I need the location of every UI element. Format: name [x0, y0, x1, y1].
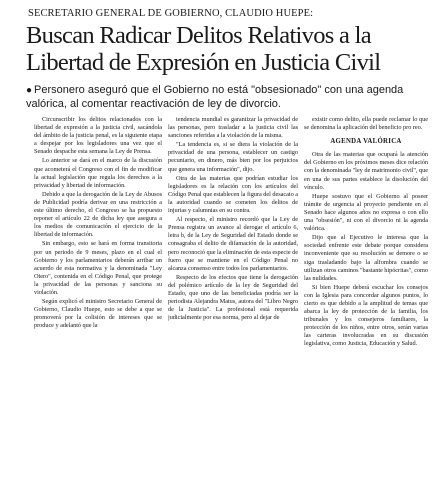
paragraph: Otra de las materias que podrían estudiar los legisladores es la relación con los artículos del Código Penal que establecen la figura del desacato a la autoridad cuando se cometen los delitos de injurias y calumnias en su contra. — [168, 174, 298, 215]
article-deck — [26, 84, 430, 110]
paragraph: tendencia mundial es garantizar la privacidad de las personas, pero trasladar a la justicia civil las sanciones referidas a la violación de la misma. — [168, 116, 298, 140]
section-subheading: AGENDA VALÓRICA — [330, 138, 402, 146]
column-3 — [304, 116, 428, 476]
paragraph: Debido a que la derogación de la Ley de Abusos de Publicidad podría derivar en una restricción a este último derecho, el Congreso se ha propuesto reponer el artículo 22 de dicha ley que asegura a los medios de comunicación el ejercicio de la libertad de información. — [34, 190, 162, 239]
column-2 — [168, 116, 298, 476]
column-1 — [34, 116, 162, 476]
paragraph: Lo anterior se dará en el marco de la discusión que acometerá el Congreso con el fin de modificar la actual legislación que regula los derechos a la privacidad y libertad de información. — [34, 157, 162, 189]
paragraph: Otra de las materias que ocupará la atención del Gobierno en los próximos meses dice relación con la denominada "ley de matrimonio civil", que en una de sus partes establece la disolución del vínculo. — [304, 151, 428, 191]
deck-text: Personero aseguró que el Gobierno no está "obsesionado" con una agenda valórica, al comentar reactivación de ley de divorcio. — [26, 84, 404, 110]
headline-line-2: Libertad de Expresión en Justicia Civil — [26, 49, 381, 76]
article-kicker: SECRETARIO GENERAL DE GOBIERNO, CLAUDIO HUEPE: — [28, 8, 314, 19]
paragraph: Si bien Huepe deberá escuchar los consejos con la Iglesia para concordar algunos puntos, lo cierto es que debido a la amplitud de temas que abarca la ley de protección de la familia, los tribunales y los consejeros familiares, la protección de los niños, entre otros, serán varias las carteras involucradas en su discusión legislativa, como Justicia, Educación y Salud. — [304, 283, 428, 348]
paragraph: Sin embargo, esto se hará en forma transitoria por un periodo de 9 meses, plazo en el cual el Gobierno y los parlamentarios deberán arribar un acuerdo de esta normativa y la denominada "Ley Otero", contenida en el Código Penal, que protege la privacidad de las personas y sanciona su violación. — [34, 240, 162, 296]
paragraph: Huepe sostuvo que el Gobierno al poseer trámite de urgencia al proyecto pendiente en el Senado hace algunos años no expresa o con ello una "obsesión", ni con el divorcio ni la agenda valórica. — [304, 192, 428, 233]
paragraph: existir como delito, ella puede reclamar lo que se denomina la aplicación del beneficio pro reo. — [304, 116, 428, 132]
article-headline — [26, 22, 430, 76]
paragraph: Respecto de los efectos que tiene la derogación del polémico artículo de la ley de Seguridad del Estado, que uno de las beneficiadas podría ser la periodista Alejandra Matus, autora del "Libro Negro de la Justicia". La profesional está requerida judicialmente por esa norma, pero al dejar de — [168, 273, 298, 322]
newspaper-clipping — [4, 4, 431, 476]
paragraph: Circunscribir los delitos relacionados con la libertad de expresión a la justicia civil, sacándola del ámbito de la justicia penal, es la siguiente etapa a despejar por los legisladores una vez que el Senado despache esta semana la Ley de Prensa. — [34, 116, 162, 156]
paragraph: Dijo que al Ejecutivo le interesa que la sociedad enfrente este debate porque considera inconveniente que su resolución se demore o se siga trasladando bajo la alfombra cuando se utilizan otros caminos "bastante hipócritas", como las nulidades. — [304, 234, 428, 282]
paragraph: "La tendencia es, si se diera la violación de la privacidad de una persona, establecer un castigo pecuniario, en dinero, más bien por los perjuicios que genera una información", dijo. — [168, 141, 298, 173]
paragraph: Según explicó el ministro Secretario General de Gobierno, Claudio Huepe, esto se debe a que se promoverá por la colisión de intereses que se produce y adelantó que la — [34, 298, 162, 330]
headline-line-1: Buscan Radicar Delitos Relativos a la — [26, 22, 371, 49]
bullet-icon: ● — [26, 85, 33, 96]
paragraph: Al respecto, el ministro recordó que la Ley de Prensa registra un avance al derogar el artículo 6, letra b, de la Ley de Seguridad del Estado donde se consagraba el delito de difamación de la autoridad, pero reconoció que la eliminación de esta especie de fuero que se mantiene en el Código Penal no alcanza consenso entre todos los parlamentarios. — [168, 216, 298, 272]
